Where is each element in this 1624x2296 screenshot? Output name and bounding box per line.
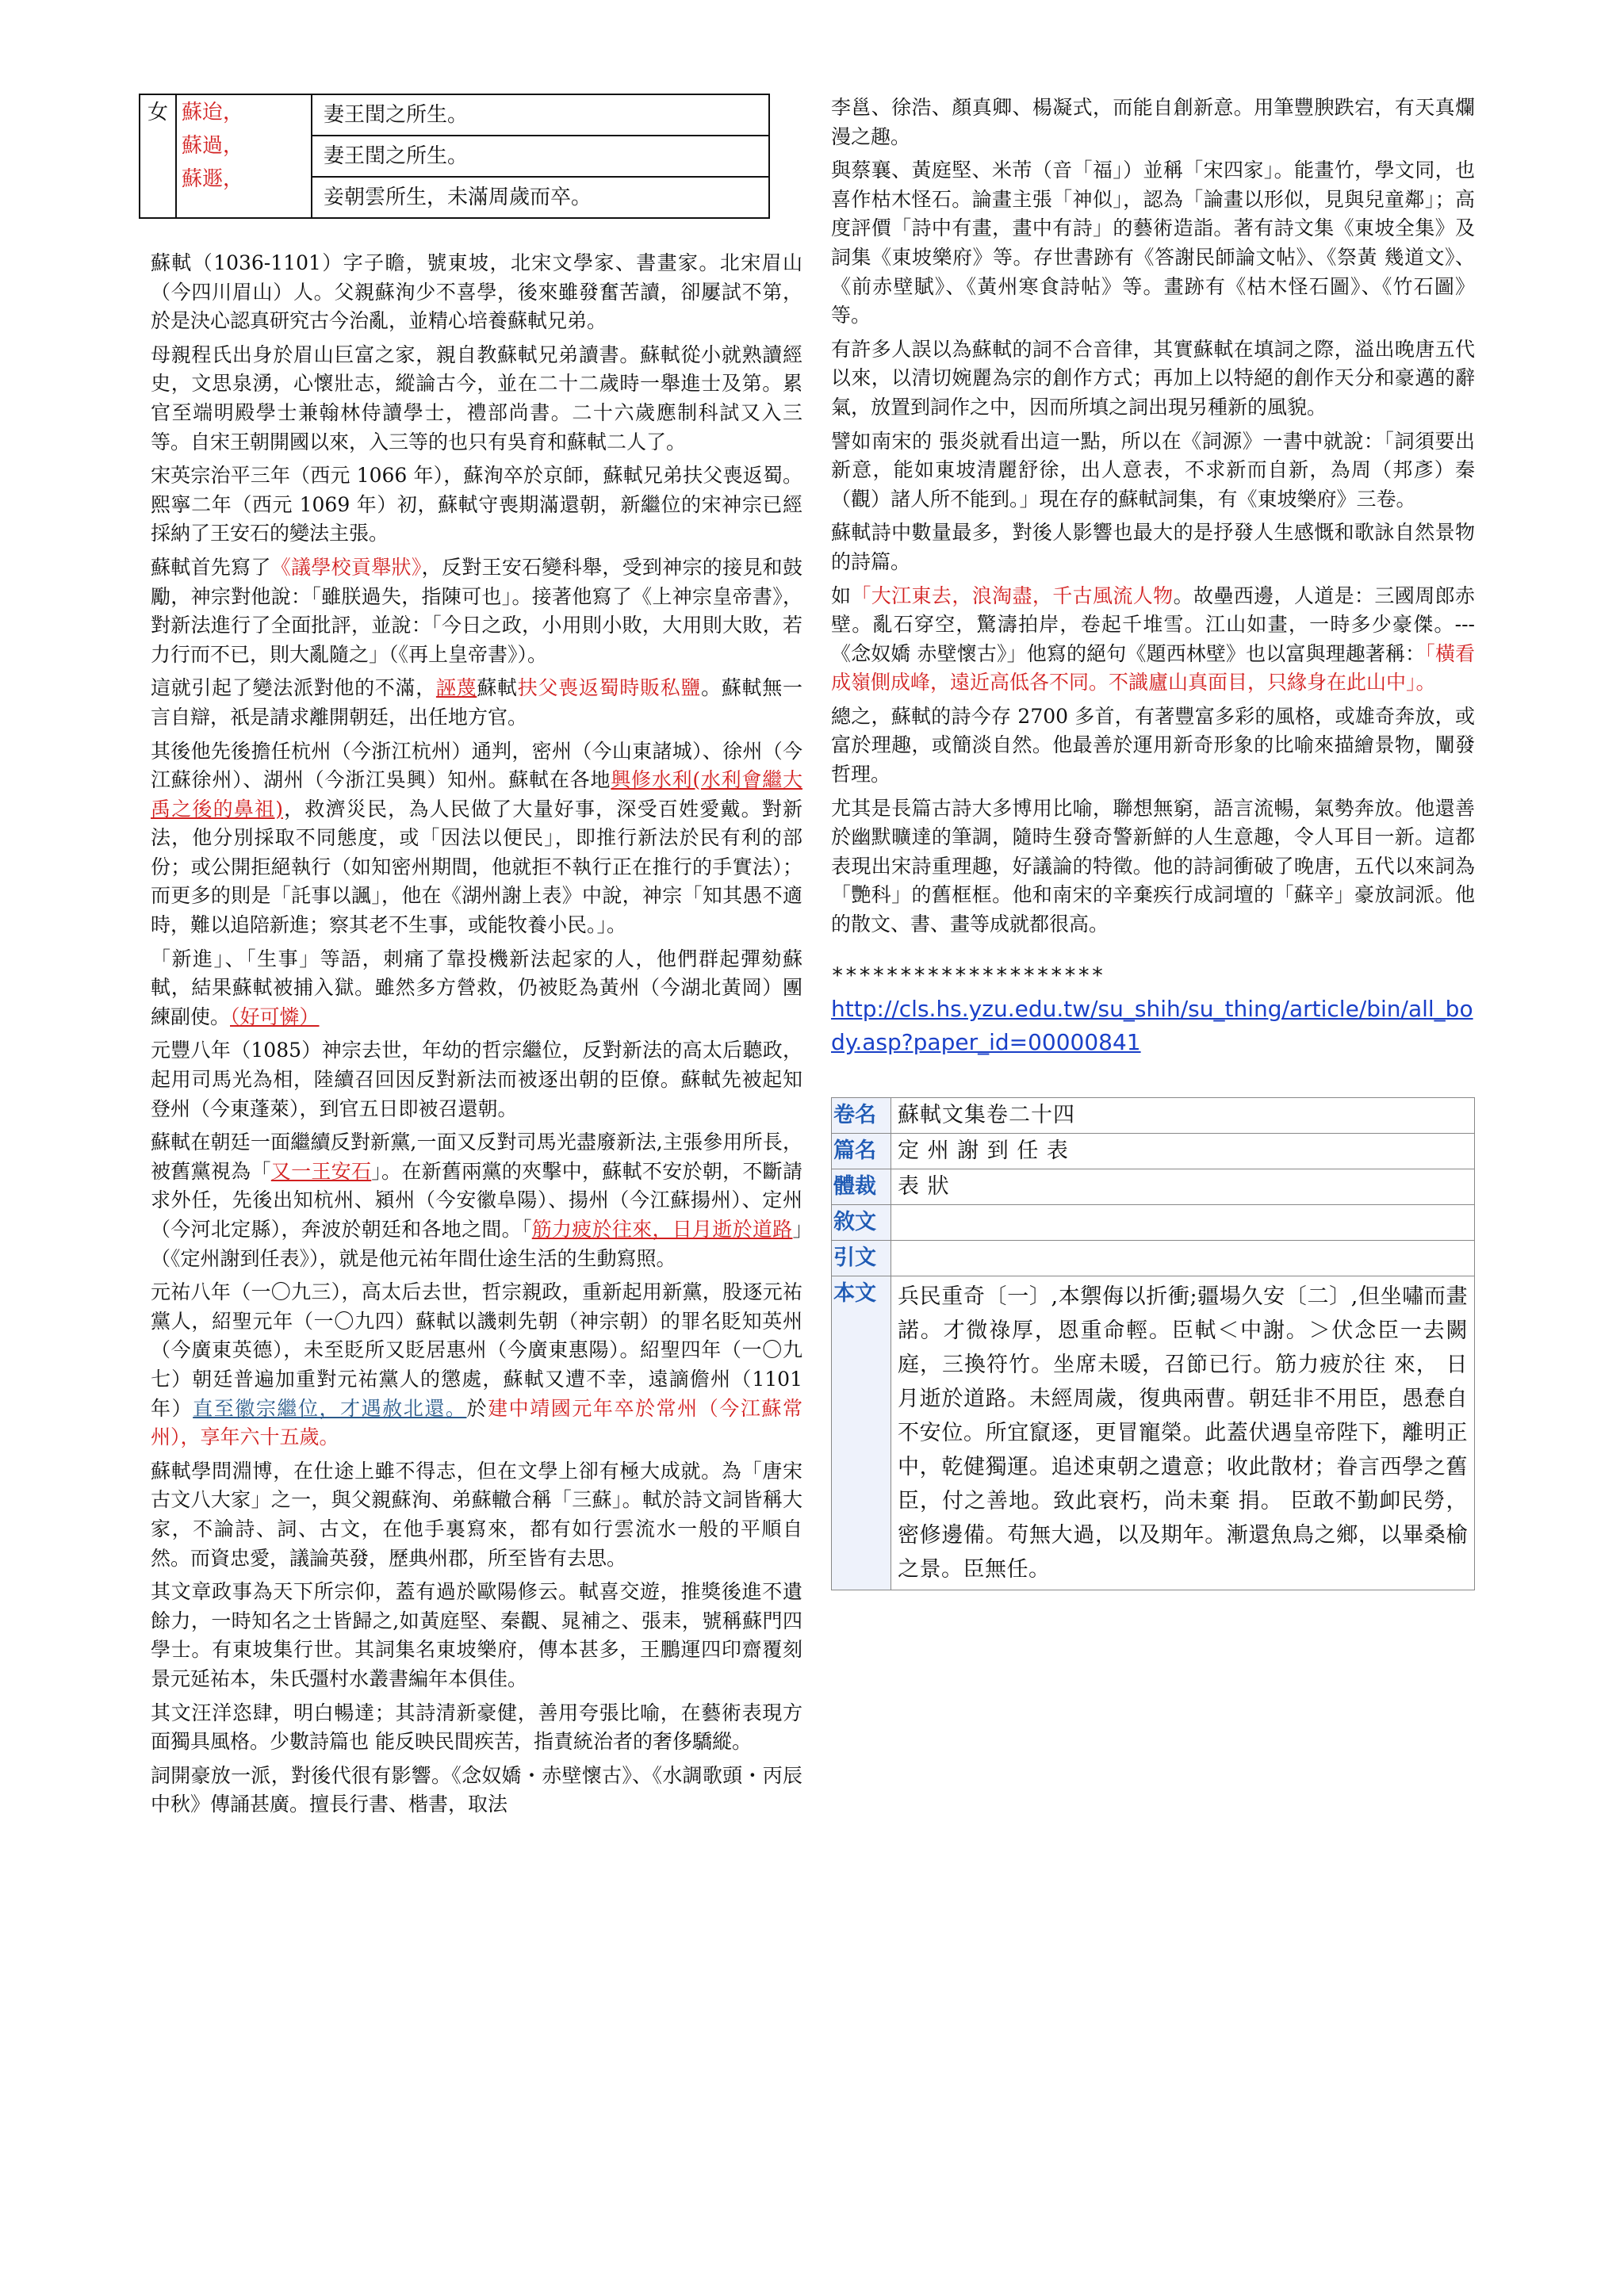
text-run: ，救濟災民，為人民做了大量好事，深受百姓愛戴。對新法，他分別採取不同態度，或「因法以便民」，即推行新法於民有利的部份；或公開拒絕執行（如知密州期間，他就拒不執行正在推行的手實法）；而更多的則是「託事以諷」，他在《湖州謝上表》中說，神宗「知其愚不適時，難以追陪新進；察其老不生事，或能牧養小民。」。 (151, 797, 802, 937)
bio-paragraph: 其文章政事為天下所宗仰，蓋有過於歐陽修云。軾喜交遊，推獎後進不遺餘力，一時知名之士皆歸之,如黃庭堅、秦觀、晁補之、張耒，號稱蘇門四學士。有東坡集行世。其詞集名東坡樂府，傳本甚多，王鵬運四印齋覆刻景元延祐本，朱氏彊村水叢書編年本俱佳。 (151, 1580, 802, 1690)
record-row (832, 1276, 1475, 1590)
bio-paragraph (151, 1278, 802, 1452)
bio-paragraph (151, 553, 802, 669)
bio-paragraph (831, 582, 1475, 698)
bio-paragraph: 尤其是長篇古詩大多博用比喻，聯想無窮，語言流暢，氣勢奔放。他還善於幽默曠達的筆調，隨時生發奇警新鮮的人生意趣，令人耳目一新。這都表現出宋詩重理趣，好議論的特徵。他的詩詞衝破了晚唐，五代以來詞為「艷科」的舊框框。他和南宋的辛棄疾行成詞壇的「蘇辛」豪放詞派。他的散文、書、畫等成就都很高。 (831, 796, 1475, 936)
bio-paragraph: 宋英宗治平三年（西元 1066 年），蘇洵卒於京師，蘇軾兄弟扶父喪返蜀。熙寧二年（西元 1069 年）初，蘇軾守喪期滿還朝，新繼位的宋神宗已經採納了王安石的變法主張。 (151, 464, 802, 545)
record-label: 篇名 (832, 1133, 891, 1169)
record-label: 卷名 (832, 1097, 891, 1133)
highlight-text: 《議學校貢舉狀》 (270, 555, 422, 579)
bio-paragraph: 譬如南宋的 張炎就看出這一點，所以在《詞源》一書中就說：「詞須要出新意，能如東坡清麗舒徐，出人意表，不求新而自新，為周（邦彥）秦（觀）諸人所不能到。」現在存的蘇軾詞集，有《東坡樂府》三卷。 (831, 429, 1475, 511)
bio-paragraph: 與蔡襄、黃庭堅、米芾（音「福」）並稱「宋四家」。能畫竹，學文同，也喜作枯木怪石。論畫主張「神似」，認為「論畫以形似，見與兒童鄰」；高度評價「詩中有畫，畫中有詩」的藝術造詣。著有詩文集《東坡全集》及詞集《東坡樂府》等。存世書跡有《答謝民師論文帖》、《祭黃 幾道文》、《前赤壁賦》、《黃州寒食詩帖》等。畫跡有《枯木怪石圖》、《竹石圖》等。 (831, 159, 1475, 327)
mother-desc: 妻王閏之所生。 (312, 94, 769, 136)
bio-paragraph (151, 945, 802, 1032)
bio-paragraph: 蘇軾詩中數量最多，對後人影響也最大的是抒發人生感慨和歌詠自然景物的詩篇。 (831, 521, 1475, 573)
record-value (891, 1240, 1475, 1276)
text-run: 蘇軾首先寫了 (151, 555, 271, 579)
record-row (832, 1240, 1475, 1276)
highlight-text: 扶父喪返蜀時販私鹽 (517, 676, 702, 700)
child-name: 蘇遯， (182, 167, 244, 191)
text-run: ，反對王安石變科舉，受到神宗的接見和鼓勵，神宗對他說：「雖朕過失，指陳可也」。接著他寫了《上神宗皇帝書》，對新法進行了全面批評，並說：「今日之政，小用則小敗，大用則大敗，若力行而不已，則大亂隨之」（《再上皇帝書》）。 (151, 555, 802, 666)
record-value (891, 1204, 1475, 1240)
record-row (832, 1169, 1475, 1204)
family-table (139, 94, 770, 219)
bio-paragraph (151, 674, 802, 732)
highlight-text: 誣蔑 (435, 676, 477, 700)
text-run: 其後他先後擔任杭州（今浙江杭州）通判，密州（今山東諸城）、徐州（今江蘇徐州）、湖州（今浙江吳興）知州。蘇軾在各地 (151, 739, 802, 792)
text-run: 。蘇軾無一言自辯，祇是請求離開朝廷，出任地方官。 (151, 676, 802, 729)
text-run: 蘇軾在朝廷一面繼續反對新黨,一面又反對司馬光盡廢新法,主張參用所長，被舊黨視為「 (151, 1131, 802, 1183)
record-value: 定 州 謝 到 任 表 (891, 1133, 1475, 1169)
record-table (831, 1097, 1475, 1590)
bio-paragraph: 總之，蘇軾的詩今存 2700 多首，有著豐富多彩的風格，或雄奇奔放，或富於理趣，或簡淡自然。他最善於運用新奇形象的比喻來描繪景物，闡發哲理。 (831, 704, 1475, 786)
record-row (832, 1133, 1475, 1169)
text-run: 」。在新舊兩黨的夾擊中，蘇軾不安於朝，不斷請求外任，先後出知杭州、潁州（今安徽阜陽）、揚州（今江蘇揚州）、定州（今河北定縣），奔波於朝廷和各地之間。「 (151, 1159, 802, 1241)
text-run: 」（《定州謝到任表》），就是他元祐年間仕途生活的生動寫照。 (151, 1218, 802, 1270)
highlight-text: 「大江東去，浪淘盡，千古風流人物 (851, 584, 1174, 607)
child-name: 蘇過， (182, 134, 244, 158)
record-label: 體裁 (832, 1169, 891, 1204)
text-run: 蘇軾 (477, 676, 518, 700)
highlight-text: 興修水利(水利會繼大禹之後的鼻祖) (151, 768, 802, 821)
record-value: 表 狀 (891, 1169, 1475, 1204)
bio-paragraph: 李邕、徐浩、顏真卿、楊凝式，而能自創新意。用筆豐腴跌宕，有天真爛漫之趣。 (831, 96, 1475, 148)
mother-desc: 妾朝雲所生，未滿周歲而卒。 (312, 177, 769, 218)
highlight-text: 筋力疲於往來，日月逝於道路 (531, 1218, 793, 1241)
source-link[interactable]: http://cls.hs.yzu.edu.tw/su_shih/su_thing/article/bin/all_body.asp?paper_id=00000841 (831, 995, 1473, 1055)
record-value: 蘇軾文集卷二十四 (891, 1097, 1475, 1133)
bio-paragraph: 蘇軾（1036-1101）字子瞻，號東坡，北宋文學家、書畫家。北宋眉山（今四川眉山）人。父親蘇洵少不喜學，後來雖發奮苦讀，卻屢試不第，於是決心認真研究古今治亂，並精心培養蘇軾兄弟。 (151, 251, 802, 333)
names-cell (176, 94, 312, 218)
bio-paragraph: 其文汪洋恣肆，明白暢達；其詩清新豪健，善用夸張比喻，在藝術表現方面獨具風格。少數詩篇也 能反映民間疾苦，指責統治者的奢侈驕縱。 (151, 1701, 802, 1754)
bio-paragraph: 元豐八年（1085）神宗去世，年幼的哲宗繼位，反對新法的高太后聽政，起用司馬光為相，陸續召回因反對新法而被逐出朝的臣僚。蘇軾先被起知登州（今東蓬萊），到官五日即被召還朝。 (151, 1039, 802, 1120)
text-run: 「新進」、「生事」等語，刺痛了靠投機新法起家的人，他們群起彈劾蘇軾，結果蘇軾被捕入獄。雖然多方營救，仍被貶為黃州（今湖北黃岡）團練副使。 (151, 947, 802, 1028)
bio-paragraph: 詞開豪放一派，對後代很有影響。《念奴嬌・赤壁懷古》、《水調歌頭・丙辰中秋》傳誦甚廣。擅長行書、楷書，取法 (151, 1763, 802, 1816)
highlight-text: 直至徽宗繼位，才遇赦北還。 (193, 1396, 467, 1420)
left-column (147, 94, 802, 1824)
highlight-text: 「橫看成嶺側成峰，遠近高低各不同。不識廬山真面目，只緣身在此山中」。 (831, 641, 1475, 695)
bio-paragraph: 有許多人誤以為蘇軾的詞不合音律，其實蘇軾在填詞之際，溢出晚唐五代以來，以清切婉麗為宗的創作方式；再加上以特絕的創作天分和豪邁的辭氣，放置到詞作之中，因而所填之詞出現另種新的風貌。 (831, 337, 1475, 419)
text-run: 元祐八年（一〇九三），高太后去世，哲宗親政，重新起用新黨，股逐元祐黨人，紹聖元年（一〇九四）蘇軾以譏刺先朝（神宗朝）的罪名貶知英州（今廣東英德），未至貶所又貶居惠州（今廣東惠陽）。紹聖四年（一〇九七）朝廷普遍加重對元祐黨人的懲處，蘇軾又遭不幸，遠謫儋州（1101 年） (151, 1280, 802, 1420)
highlight-text: 建中靖國元年卒於常州（今江蘇常州），享年六十五歲。 (151, 1396, 802, 1449)
bio-paragraph: 母親程氏出身於眉山巨富之家，親自教蘇軾兄弟讀書。蘇軾從小就熟讀經史，文思泉湧，心懷壯志，縱論古今，並在二十二歲時一舉進士及第。累官至端明殿學士兼翰林侍讀學士，禮部尚書。二十六歲應制科試又入三等。自宋王朝開國以來，入三等的也只有吳育和蘇軾二人了。 (151, 342, 802, 453)
text-run: 如 (831, 584, 852, 607)
highlight-text: 又一王安石 (270, 1159, 372, 1183)
separator-stars: ******************** (831, 962, 1105, 988)
text-run: 於 (466, 1396, 488, 1420)
bio-paragraph (151, 737, 802, 940)
record-row (832, 1097, 1475, 1133)
text-run: 這就引起了變法派對他的不滿， (151, 676, 436, 700)
record-label: 敘文 (832, 1204, 891, 1240)
child-name: 蘇迨， (182, 101, 244, 124)
record-body: 兵民重奇〔一〕,本禦侮以折衝;疆場久安〔二〕,但坐嘯而畫諾。才微祿厚，恩重命輕。臣軾＜中謝。＞伏念臣一去闕庭，三換符竹。坐席未暖，召節已行。筋力疲於往 來， 日月逝於道路。未經周歲，復典兩曹。朝廷非不用臣，愚惷自不安位。所宜竄逐，更冒寵榮。此蓋伏遇皇帝陛下，離明正中，乾健獨運。追述東朝之遺意；收此散材；眷言西學之舊臣，付之善地。致此衰朽，尚未棄 捐。 臣敢不勤卹民勞，密修邊備。苟無大過，以及期年。漸還魚鳥之鄉，以畢桑榆之景。臣無任。 (891, 1276, 1475, 1590)
record-row (832, 1204, 1475, 1240)
mother-desc: 妻王閏之所生。 (312, 136, 769, 177)
gender-cell: 女 (140, 94, 176, 218)
right-column (831, 94, 1475, 1590)
bio-paragraph: 蘇軾學問淵博，在仕途上雖不得志，但在文學上卻有極大成就。為「唐宋古文八大家」之一，與父親蘇洵、弟蘇轍合稱「三蘇」。軾於詩文詞皆稱大家，不論詩、詞、古文，在他手裏寫來，都有如行雲流水一般的平順自然。而資忠愛，議論英發，歷典州郡，所至皆有去思。 (151, 1459, 802, 1570)
record-label: 引文 (832, 1240, 891, 1276)
bio-paragraph (151, 1128, 802, 1273)
record-label: 本文 (832, 1276, 891, 1590)
text-run: 。故壘西邊，人道是：三國周郎赤壁。亂石穿空，驚濤拍岸，卷起千堆雪。江山如畫，一時多少豪傑。---《念奴嬌 赤壁懷古》」他寫的絕句《題西林壁》也以富與理趣著稱： (831, 584, 1475, 665)
highlight-text: （好可憐） (230, 1004, 320, 1028)
